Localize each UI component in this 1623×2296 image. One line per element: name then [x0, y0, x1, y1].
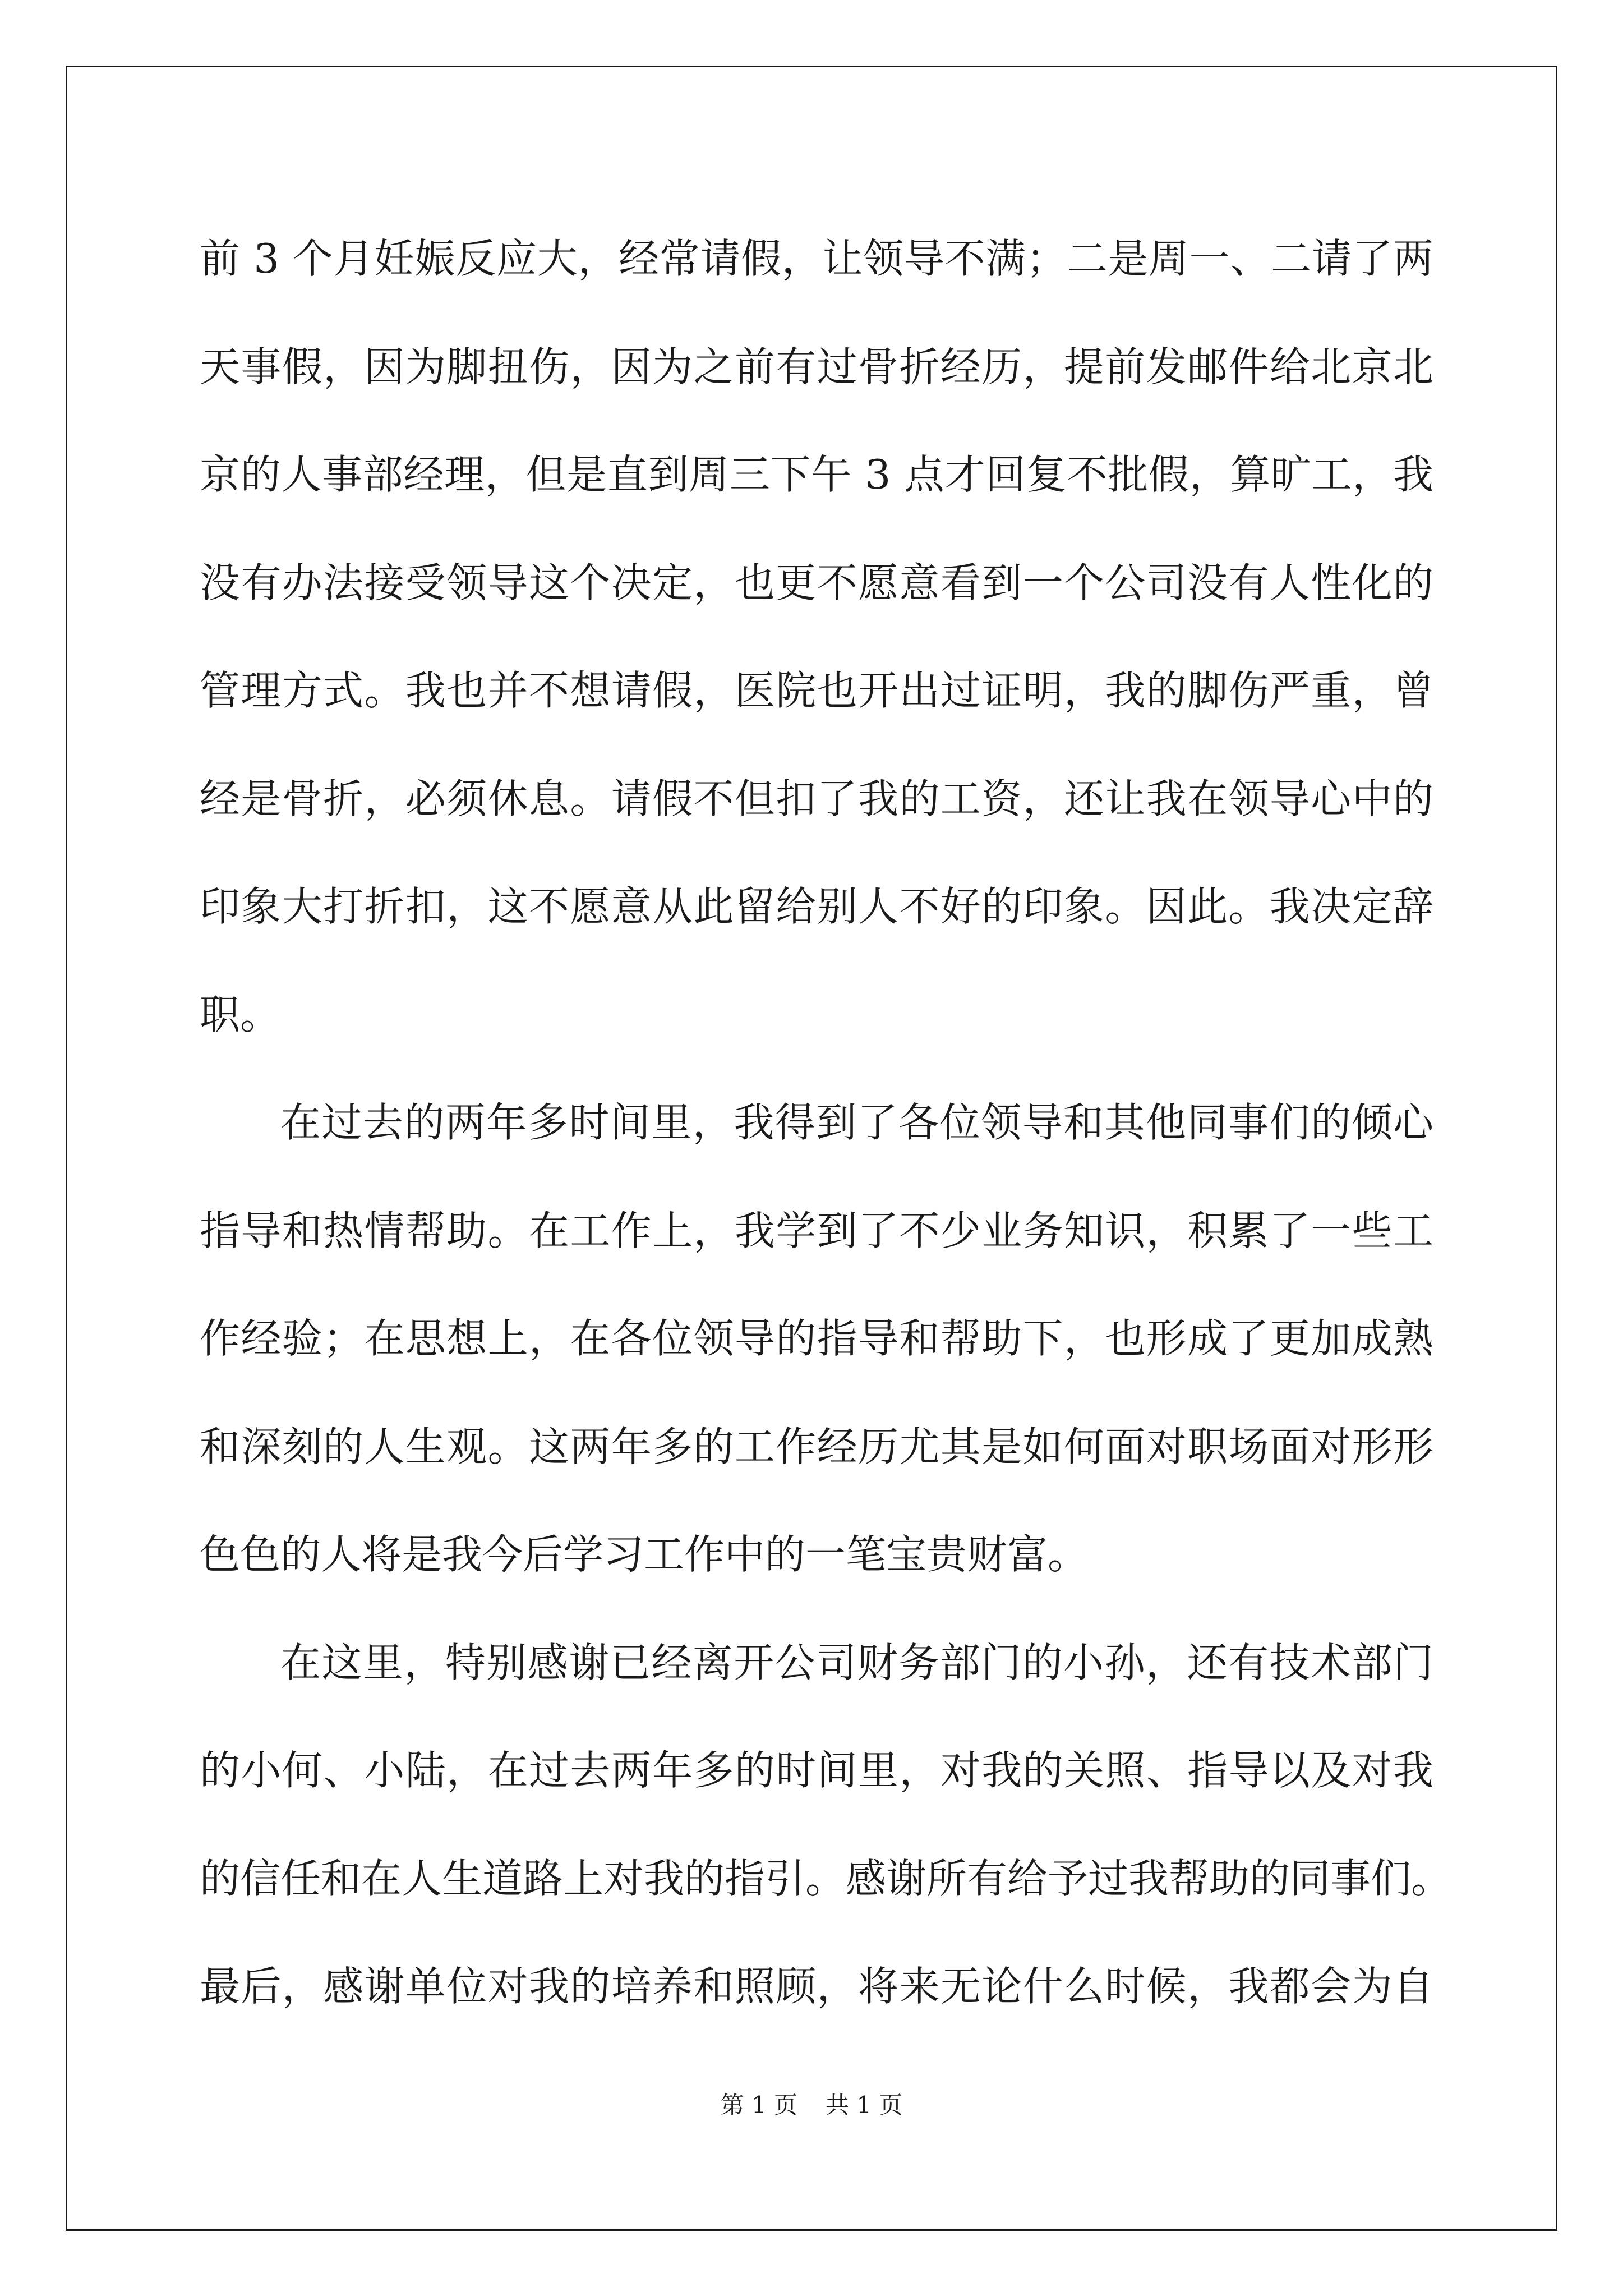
- document-body: [200, 205, 1452, 2041]
- text-line: 没有办法接受领导这个决定，也更不愿意看到一个公司没有人性化的: [200, 559, 1433, 606]
- text-line: 职。: [200, 991, 281, 1038]
- text-line: 京的人事部经理，但是直到周三下午 3 点才回复不批假，算旷工，我: [200, 451, 1433, 498]
- text-line: 和深刻的人生观。这两年多的工作经历尤其是如何面对职场面对形形: [200, 1423, 1433, 1470]
- text-line: 前 3 个月妊娠反应大，经常请假，让领导不满；二是周一、二请了两: [200, 235, 1433, 282]
- text-line: 的小何、小陆，在过去两年多的时间里，对我的关照、指导以及对我: [200, 1747, 1433, 1794]
- text-line: 经是骨折，必须休息。请假不但扣了我的工资，还让我在领导心中的: [200, 775, 1433, 822]
- page-number-current: 第 1 页: [720, 2091, 797, 2119]
- text-line: 最后，感谢单位对我的培养和照顾，将来无论什么时候，我都会为自: [200, 1963, 1433, 2010]
- text-line: 指导和热情帮助。在工作上，我学到了不少业务知识，积累了一些工: [200, 1207, 1433, 1254]
- text-line: 色色的人将是我今后学习工作中的一笔宝贵财富。: [200, 1531, 1089, 1578]
- text-line: 天事假，因为脚扭伤，因为之前有过骨折经历，提前发邮件给北京北: [200, 343, 1433, 390]
- text-line: 管理方式。我也并不想请假，医院也开出过证明，我的脚伤严重，曾: [200, 667, 1433, 714]
- text-line: 印象大打折扣，这不愿意从此留给别人不好的印象。因此。我决定辞: [200, 883, 1433, 930]
- page-footer: [0, 2087, 1623, 2120]
- page-number-total: 共 1 页: [826, 2091, 903, 2119]
- text-line: 的信任和在人生道路上对我的指引。感谢所有给予过我帮助的同事们。: [200, 1855, 1452, 1902]
- text-line: 在这里，特别感谢已经离开公司财务部门的小孙，还有技术部门: [280, 1639, 1433, 1686]
- text-line: 作经验；在思想上，在各位领导的指导和帮助下，也形成了更加成熟: [200, 1315, 1433, 1362]
- text-line: 在过去的两年多时间里，我得到了各位领导和其他同事们的倾心: [280, 1099, 1433, 1146]
